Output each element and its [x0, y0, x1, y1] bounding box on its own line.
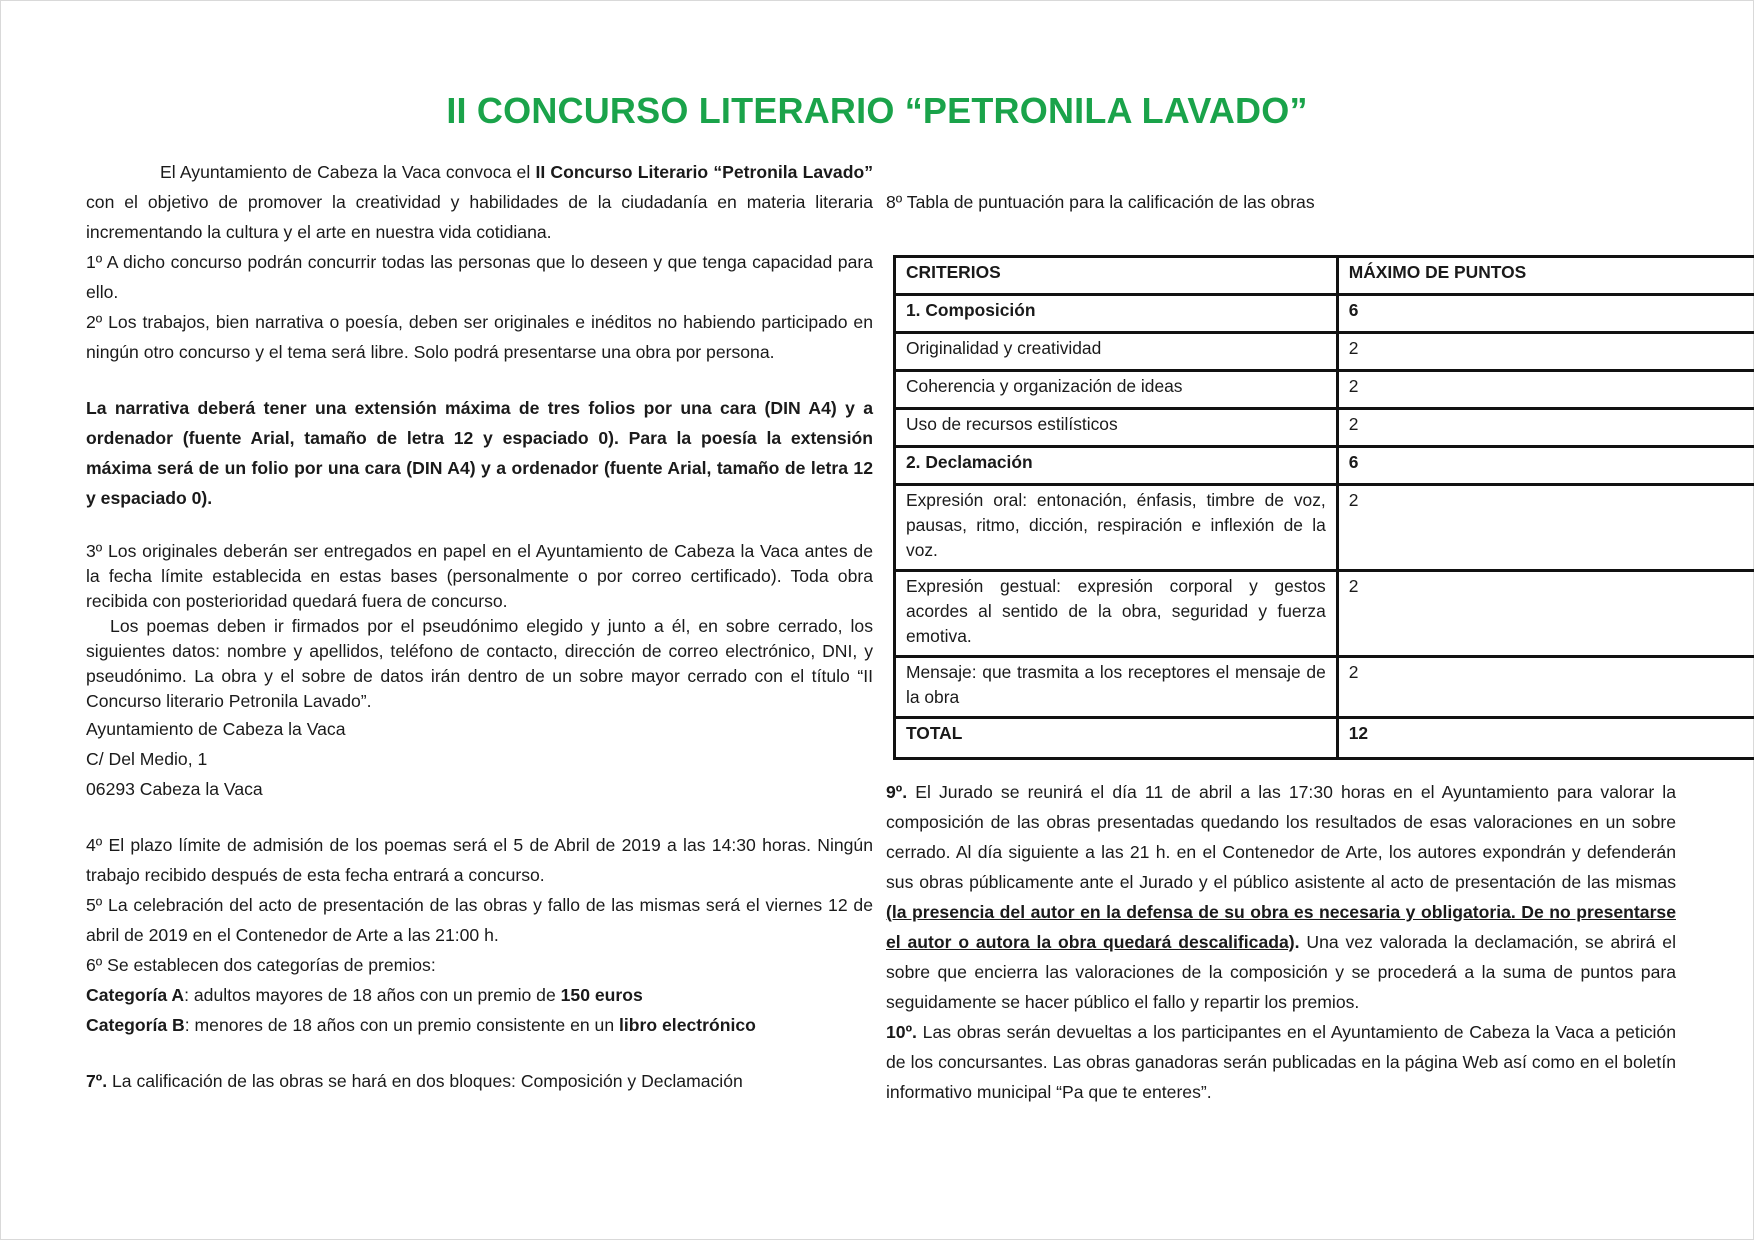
rule-2	[86, 307, 873, 367]
scoring-table	[893, 255, 1754, 760]
table-header: MÁXIMO DE PUNTOS	[1337, 257, 1754, 295]
rule-text: El Jurado se reunirá el día 11 de abril a las 17:30 horas en el Ayuntamiento para valorar la composición de las obras presentadas quedando los resultados de esas valoraciones en un sobre cerrado. Al día siguiente a las 21 h. en el Contenedor de Arte, los autores expondrán y defenderán sus obras públicamente ante el Jurado y el público asistente al acto de presentación de las mismas	[886, 782, 1676, 892]
category-prize: 150 euros	[560, 985, 643, 1005]
rule-text: Tabla de puntuación para la calificación de las obras	[902, 192, 1315, 212]
punctuation: .	[1294, 932, 1300, 952]
rule-3	[86, 539, 873, 614]
table-cell: Expresión gestual: expresión corporal y gestos acordes al sentido de la obra, seguridad y fuerza emotiva.	[895, 571, 1338, 657]
table-row	[895, 295, 1754, 333]
table-row	[895, 409, 1754, 447]
right-lower-text	[886, 777, 1676, 1107]
rule-9	[886, 777, 1676, 1017]
rule-text-end: Una vez valorada la declamación, se abrirá el sobre que encierra las valoraciones de la composición y se procederá a la suma de puntos para seguidamente se hacer público el fallo y repartir los premios.	[886, 932, 1676, 1012]
table-cell: 12	[1337, 718, 1754, 759]
table-cell: Mensaje: que trasmita a los receptores el mensaje de la obra	[895, 657, 1338, 718]
intro-text-end: con el objetivo de promover la creatividad y habilidades de la ciudadanía en materia literaria incrementando la cultura y el arte en nuestra vida cotidiana.	[86, 192, 873, 242]
category-b	[86, 1010, 873, 1040]
rule-number: 2º	[86, 312, 103, 332]
extension-rules: La narrativa deberá tener una extensión máxima de tres folios por una cara (DIN A4) y a ordenador (fuente Arial, tamaño de letra 12 y espaciado 0). Para la poesía la extensión máxima será de un folio por una cara (DIN A4) y a ordenador (fuente Arial, tamaño de letra 12 y espaciado 0).	[86, 398, 873, 508]
table-cell: 2	[1337, 485, 1754, 571]
address-line: C/ Del Medio, 1	[86, 749, 208, 769]
page-title: II CONCURSO LITERARIO “PETRONILA LAVADO”	[446, 90, 1308, 131]
rule-number: 6º	[86, 955, 103, 975]
rule-text: A dicho concurso podrán concurrir todas las personas que lo deseen y que tenga capacidad para ello.	[86, 252, 873, 302]
contest-name: II Concurso Literario “Petronila Lavado”	[535, 162, 873, 182]
intro-text: El Ayuntamiento de Cabeza la Vaca convoca el	[160, 162, 536, 182]
category-text: : menores de 18 años con un premio consistente en un	[184, 1015, 620, 1035]
spacer	[86, 1040, 873, 1066]
rule-text: Los originales deberán ser entregados en papel en el Ayuntamiento de Cabeza la Vaca antes de la fecha límite establecida en estas bases (personalmente o por correo certificado). Toda obra recibida con posterioridad quedará fuera de concurso.	[86, 541, 873, 611]
table-row	[895, 571, 1754, 657]
table-total-row	[895, 718, 1754, 759]
table-cell: 2	[1337, 333, 1754, 371]
table-row	[895, 485, 1754, 571]
address-line: 06293 Cabeza la Vaca	[86, 779, 263, 799]
table-cell: TOTAL	[895, 718, 1338, 759]
rule-3-envelope: Los poemas deben ir firmados por el pseudónimo elegido y junto a él, en sobre cerrado, los siguientes datos: nombre y apellidos, teléfono de contacto, dirección de correo electrónico, DNI, y pseudónimo. La obra y el sobre de datos irán dentro de un sobre mayor cerrado con el título “II Concurso literario Petronila Lavado”.	[86, 616, 878, 711]
rule-7	[86, 1066, 873, 1096]
rule-number: 1º	[86, 252, 103, 272]
table-cell: 6	[1337, 447, 1754, 485]
category-text: : adultos mayores de 18 años con un premio de	[184, 985, 561, 1005]
table-cell: 2	[1337, 657, 1754, 718]
table-row	[895, 657, 1754, 718]
table-header: CRITERIOS	[895, 257, 1338, 295]
table-row	[895, 371, 1754, 409]
rule-8	[886, 187, 1676, 217]
rule-number: 9º.	[886, 782, 908, 802]
table-cell: Expresión oral: entonación, énfasis, timbre de voz, pausas, ritmo, dicción, respiración e inflexión de la voz.	[895, 485, 1338, 571]
rule-number: 7º.	[86, 1071, 108, 1091]
rule-text: La celebración del acto de presentación de las obras y fallo de las mismas será el viernes 12 de abril de 2019 en el Contenedor de Arte a las 21:00 h.	[86, 895, 873, 945]
rule-number: 4º	[86, 835, 103, 855]
table-row	[895, 333, 1754, 371]
rule-6	[86, 950, 873, 980]
rule-10	[886, 1017, 1676, 1107]
category-label: Categoría B	[86, 1015, 185, 1035]
rule-number: 10º.	[886, 1022, 917, 1042]
rule-text: Se establecen dos categorías de premios:	[102, 955, 436, 975]
rule-text: Los trabajos, bien narrativa o poesía, deben ser originales e inéditos no habiendo participado en ningún otro concurso y el tema será libre. Solo podrá presentarse una obra por persona.	[86, 312, 873, 362]
rule-text: Las obras serán devueltas a los participantes en el Ayuntamiento de Cabeza la Vaca a petición de los concursantes. Las obras ganadoras serán publicadas en la página Web así como en el boletín informativo municipal “Pa que te enteres”.	[886, 1022, 1676, 1102]
rule-number: 5º	[86, 895, 103, 915]
rule-text: La calificación de las obras se hará en dos bloques: Composición y Declamación	[107, 1071, 743, 1091]
table-cell: Coherencia y organización de ideas	[895, 371, 1338, 409]
table-cell: 1. Composición	[895, 295, 1338, 333]
table-cell: 2	[1337, 571, 1754, 657]
category-label: Categoría A	[86, 985, 185, 1005]
category-a	[86, 980, 873, 1010]
address-line: Ayuntamiento de Cabeza la Vaca	[86, 719, 346, 739]
spacer	[86, 513, 873, 539]
spacer	[86, 367, 873, 393]
table-header-row	[895, 257, 1754, 295]
table-row	[895, 447, 1754, 485]
table-cell: 2. Declamación	[895, 447, 1338, 485]
rule-4	[86, 830, 873, 890]
table-cell: 2	[1337, 409, 1754, 447]
rule-number: 3º	[86, 541, 103, 561]
rule-number: 8º	[886, 192, 903, 212]
table-cell: Uso de recursos estilísticos	[895, 409, 1338, 447]
rule-5	[86, 890, 873, 950]
table-cell: 2	[1337, 371, 1754, 409]
table-cell: Originalidad y creatividad	[895, 333, 1338, 371]
intro-paragraph	[86, 157, 873, 247]
spacer	[86, 804, 873, 830]
rule-text: El plazo límite de admisión de los poemas será el 5 de Abril de 2019 a las 14:30 horas. Ningún trabajo recibido después de esta fecha entrará a concurso.	[86, 835, 873, 885]
table-cell: 6	[1337, 295, 1754, 333]
left-column	[86, 157, 878, 1096]
category-prize: libro electrónico	[619, 1015, 756, 1035]
rule-1	[86, 247, 873, 307]
mandatory-presence-notice: (la presencia del autor en la defensa de su obra es necesaria y obligatoria. De no presentarse el autor o autora la obra quedará descalificada)	[886, 902, 1676, 952]
